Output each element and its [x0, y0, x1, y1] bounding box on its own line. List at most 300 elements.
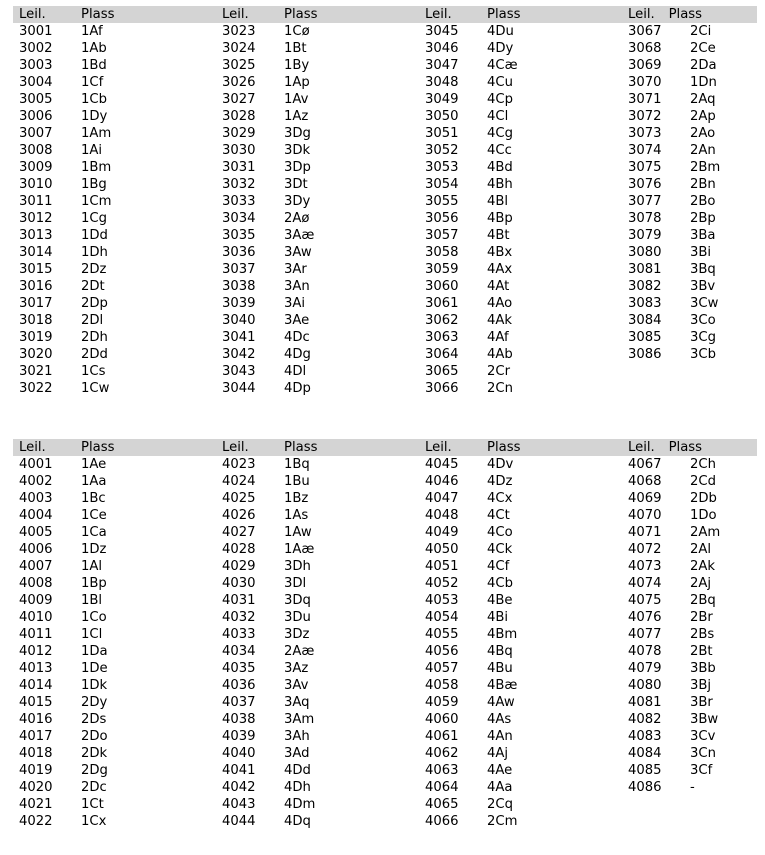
table-row — [13, 329, 216, 346]
plass-cell: 3Dq — [284, 593, 311, 608]
table-row — [13, 796, 216, 813]
leil-cell: 4072 — [628, 542, 662, 557]
plass-cell: 3Cv — [690, 729, 716, 744]
leil-cell: 3043 — [222, 364, 256, 379]
plass-cell: 4Bi — [487, 610, 509, 625]
leil-cell: 3012 — [19, 211, 53, 226]
leil-cell: 4020 — [19, 780, 53, 795]
leil-cell: 3050 — [425, 109, 459, 124]
leil-cell: 3029 — [222, 126, 256, 141]
plass-cell: 2Cr — [487, 364, 511, 379]
leil-cell: 3047 — [425, 58, 459, 73]
table-row — [13, 312, 216, 329]
leil-cell: 4003 — [19, 491, 53, 506]
plass-cell: 3Dg — [284, 126, 311, 141]
plass-cell: 4Ak — [487, 313, 513, 328]
leil-cell: 3030 — [222, 143, 256, 158]
leil-cell: 3049 — [425, 92, 459, 107]
table-row — [622, 227, 757, 244]
plass-cell: 4Dp — [284, 381, 311, 396]
plass-cell: 3Cf — [690, 763, 713, 778]
plass-cell: 1Cf — [81, 75, 104, 90]
leil-cell: 3074 — [628, 143, 662, 158]
leil-cell: 3076 — [628, 177, 662, 192]
plass-cell: 2Ce — [690, 41, 716, 56]
table-row — [419, 142, 622, 159]
table-row — [216, 40, 419, 57]
table-row — [216, 524, 419, 541]
leil-cell: 4081 — [628, 695, 662, 710]
table-row — [216, 779, 419, 796]
table-row — [419, 227, 622, 244]
table-row — [419, 473, 622, 490]
table-row — [622, 490, 757, 507]
table-row — [13, 244, 216, 261]
leil-cell: 4025 — [222, 491, 256, 506]
leil-cell: 3020 — [19, 347, 53, 362]
table-row — [216, 380, 419, 397]
table-row — [419, 813, 622, 830]
leil-cell: 3054 — [425, 177, 459, 192]
plass-cell: 1Aw — [284, 525, 312, 540]
plass-cell: 2Dd — [81, 347, 108, 362]
header-plass: Plass — [284, 440, 318, 455]
table-row — [13, 142, 216, 159]
plass-cell: 2Dg — [81, 763, 108, 778]
table-row — [13, 745, 216, 762]
plass-cell: 4Co — [487, 525, 513, 540]
leil-cell: 4059 — [425, 695, 459, 710]
plass-cell: 4Dl — [284, 364, 307, 379]
leil-cell: 3035 — [222, 228, 256, 243]
plass-cell: 1Am — [81, 126, 112, 141]
header-plass: Plass — [487, 440, 521, 455]
table-row — [216, 193, 419, 210]
table-row — [13, 677, 216, 694]
plass-cell: 2Ds — [81, 712, 107, 727]
leil-cell: 4009 — [19, 593, 53, 608]
leil-cell: 4004 — [19, 508, 53, 523]
plass-cell: 1Bz — [284, 491, 309, 506]
leil-cell: 3014 — [19, 245, 53, 260]
plass-cell: 4Cp — [487, 92, 513, 107]
plass-cell: 3Dy — [284, 194, 311, 209]
plass-cell: 4Cæ — [487, 58, 518, 73]
leil-cell: 4012 — [19, 644, 53, 659]
table-columns — [13, 23, 757, 397]
table-row — [622, 541, 757, 558]
table-row — [622, 609, 757, 626]
plass-cell: 1Bl — [81, 593, 103, 608]
table-row — [216, 575, 419, 592]
plass-cell: 1Bm — [81, 160, 112, 175]
plass-cell: 3Dl — [284, 576, 307, 591]
plass-cell: 2Bs — [690, 627, 715, 642]
leil-cell: 3021 — [19, 364, 53, 379]
leil-cell: 3016 — [19, 279, 53, 294]
plass-cell: 2Bq — [690, 593, 716, 608]
leil-cell: 4039 — [222, 729, 256, 744]
header-plass: Plass — [81, 440, 115, 455]
table-column — [419, 456, 622, 830]
plass-cell: 3Bv — [690, 279, 716, 294]
table-row — [622, 295, 757, 312]
table-row — [622, 159, 757, 176]
table-row — [622, 91, 757, 108]
leil-cell: 4046 — [425, 474, 459, 489]
leil-cell: 3064 — [425, 347, 459, 362]
leil-cell: 3041 — [222, 330, 256, 345]
leil-cell: 4068 — [628, 474, 662, 489]
plass-cell: 2Al — [690, 542, 712, 557]
table-row — [419, 57, 622, 74]
table-row — [13, 694, 216, 711]
table-row — [419, 312, 622, 329]
table-row — [622, 524, 757, 541]
table-row — [622, 176, 757, 193]
plass-cell: 2Dy — [81, 695, 108, 710]
header-leil: Leil. — [19, 440, 46, 455]
leil-cell: 3036 — [222, 245, 256, 260]
plass-cell: 3Am — [284, 712, 315, 727]
plass-cell: 1De — [81, 661, 108, 676]
plass-cell: 2Cq — [487, 797, 513, 812]
leil-cell: 4014 — [19, 678, 53, 693]
leil-cell: 4085 — [628, 763, 662, 778]
plass-cell: 2Aø — [284, 211, 310, 226]
leil-cell: 3070 — [628, 75, 662, 90]
leil-cell: 4062 — [425, 746, 459, 761]
plass-cell: 1Av — [284, 92, 309, 107]
table-row — [13, 227, 216, 244]
leil-cell: 4032 — [222, 610, 256, 625]
table-column — [622, 23, 757, 397]
table-row — [13, 108, 216, 125]
table-row — [13, 524, 216, 541]
plass-cell: 1Cx — [81, 814, 107, 829]
leil-cell: 3022 — [19, 381, 53, 396]
leil-cell: 4067 — [628, 457, 662, 472]
leil-cell: 3055 — [425, 194, 459, 209]
plass-cell: 3Co — [690, 313, 716, 328]
leil-cell: 3019 — [19, 330, 53, 345]
plass-cell: 2Dt — [81, 279, 105, 294]
leil-cell: 3053 — [425, 160, 459, 175]
plass-cell: 2Br — [690, 610, 713, 625]
plass-cell: 4Aj — [487, 746, 509, 761]
table-row — [419, 694, 622, 711]
plass-cell: 4Af — [487, 330, 509, 345]
table-column — [419, 23, 622, 397]
plass-cell: 1Dh — [81, 245, 108, 260]
leil-cell: 3048 — [425, 75, 459, 90]
table-row — [419, 74, 622, 91]
plass-cell: 4Dv — [487, 457, 514, 472]
plass-cell: 1Ce — [81, 508, 107, 523]
plass-cell: 3Cw — [690, 296, 719, 311]
plass-cell: 2Ao — [690, 126, 716, 141]
plass-cell: 1Ca — [81, 525, 107, 540]
plass-cell: 2Dk — [81, 746, 108, 761]
table-row — [216, 592, 419, 609]
table-row — [419, 490, 622, 507]
plass-cell: 3Br — [690, 695, 713, 710]
table-row — [13, 779, 216, 796]
table-row — [419, 363, 622, 380]
table-row — [13, 728, 216, 745]
leil-cell: 4008 — [19, 576, 53, 591]
table-row — [13, 91, 216, 108]
plass-cell: 2Cd — [690, 474, 716, 489]
leil-cell: 3082 — [628, 279, 662, 294]
table-block-3000 — [13, 6, 757, 397]
plass-cell: 1Cm — [81, 194, 112, 209]
plass-cell: 1Aæ — [284, 542, 315, 557]
table-column — [216, 23, 419, 397]
leil-cell: 3059 — [425, 262, 459, 277]
plass-cell: 4Ct — [487, 508, 510, 523]
plass-cell: 1Af — [81, 24, 103, 39]
table-row — [419, 643, 622, 660]
table-row — [622, 193, 757, 210]
leil-cell: 3042 — [222, 347, 256, 362]
plass-cell: 4Bt — [487, 228, 510, 243]
plass-cell: 1Az — [284, 109, 309, 124]
plass-cell: 2Dc — [81, 780, 107, 795]
leil-cell: 3033 — [222, 194, 256, 209]
leil-cell: 4007 — [19, 559, 53, 574]
leil-cell: 4063 — [425, 763, 459, 778]
table-row — [419, 507, 622, 524]
table-row — [419, 193, 622, 210]
plass-cell: 4Bl — [487, 194, 509, 209]
table-row — [622, 728, 757, 745]
plass-cell: 1Dy — [81, 109, 108, 124]
table-row — [419, 609, 622, 626]
table-row — [13, 456, 216, 473]
plass-cell: 3Dp — [284, 160, 311, 175]
leil-cell: 4013 — [19, 661, 53, 676]
table-row — [13, 626, 216, 643]
plass-cell: 4Cu — [487, 75, 513, 90]
table-row — [13, 159, 216, 176]
plass-cell: 2Ci — [690, 24, 712, 39]
header-plass: Plass — [487, 7, 521, 22]
plass-cell: 3Ae — [284, 313, 310, 328]
plass-cell: 1Ap — [284, 75, 310, 90]
plass-cell: 4At — [487, 279, 510, 294]
plass-cell: 1As — [284, 508, 309, 523]
plass-cell: 3Cn — [690, 746, 716, 761]
table-row — [13, 473, 216, 490]
leil-cell: 3034 — [222, 211, 256, 226]
table-row — [13, 813, 216, 830]
leil-cell: 4053 — [425, 593, 459, 608]
plass-cell: 1Dz — [81, 542, 107, 557]
table-row — [622, 592, 757, 609]
table-row — [13, 40, 216, 57]
table-row — [13, 380, 216, 397]
leil-cell: 4002 — [19, 474, 53, 489]
plass-cell: 2Ak — [690, 559, 716, 574]
leil-cell: 3010 — [19, 177, 53, 192]
leil-cell: 4065 — [425, 797, 459, 812]
table-row — [13, 643, 216, 660]
table-row — [216, 745, 419, 762]
table-row — [13, 575, 216, 592]
plass-cell: 2Bm — [690, 160, 721, 175]
leil-cell: 3028 — [222, 109, 256, 124]
table-row — [13, 210, 216, 227]
table-row — [419, 91, 622, 108]
leil-cell: 4070 — [628, 508, 662, 523]
plass-cell: 2Cn — [487, 381, 513, 396]
leil-cell: 4037 — [222, 695, 256, 710]
plass-cell: 2Aj — [690, 576, 712, 591]
leil-cell: 4080 — [628, 678, 662, 693]
plass-cell: 1Bq — [284, 457, 310, 472]
leil-cell: 4049 — [425, 525, 459, 540]
leil-cell: 3071 — [628, 92, 662, 107]
header-plass: Plass — [668, 440, 703, 455]
leil-cell: 3038 — [222, 279, 256, 294]
table-row — [216, 626, 419, 643]
plass-cell: 2Dz — [81, 262, 107, 277]
leil-cell: 4038 — [222, 712, 256, 727]
table-column — [622, 456, 757, 830]
plass-cell: 1Aa — [81, 474, 107, 489]
table-row — [419, 295, 622, 312]
plass-cell: 4Cc — [487, 143, 512, 158]
leil-cell: 3069 — [628, 58, 662, 73]
plass-cell: 3Du — [284, 610, 311, 625]
plass-cell: 3Ba — [690, 228, 716, 243]
leil-cell: 4071 — [628, 525, 662, 540]
plass-cell: 4Du — [487, 24, 514, 39]
leil-cell: 4057 — [425, 661, 459, 676]
leil-cell: 3056 — [425, 211, 459, 226]
header-leil: Leil. — [222, 440, 249, 455]
leil-cell: 3006 — [19, 109, 53, 124]
plass-cell: 4Cb — [487, 576, 513, 591]
table-row — [622, 261, 757, 278]
plass-cell: 1Bg — [81, 177, 107, 192]
table-row — [216, 23, 419, 40]
leil-cell: 3073 — [628, 126, 662, 141]
table-row — [419, 40, 622, 57]
table-column — [13, 23, 216, 397]
plass-cell: 4Bq — [487, 644, 513, 659]
table-row — [419, 745, 622, 762]
plass-cell: 1Ae — [81, 457, 107, 472]
plass-cell: 2Da — [690, 58, 717, 73]
plass-cell: 1Bc — [81, 491, 106, 506]
table-row — [622, 677, 757, 694]
table-row — [216, 507, 419, 524]
table-row — [419, 261, 622, 278]
table-row — [622, 745, 757, 762]
plass-cell: 4Cx — [487, 491, 513, 506]
leil-cell: 4034 — [222, 644, 256, 659]
table-row — [419, 125, 622, 142]
table-row — [216, 541, 419, 558]
table-row — [216, 329, 419, 346]
table-row — [216, 295, 419, 312]
plass-cell: 4Dh — [284, 780, 311, 795]
leil-cell: 4047 — [425, 491, 459, 506]
leil-cell: 3063 — [425, 330, 459, 345]
plass-cell: 1Cw — [81, 381, 110, 396]
table-row — [419, 524, 622, 541]
table-row — [419, 456, 622, 473]
table-row — [216, 490, 419, 507]
leil-cell: 3052 — [425, 143, 459, 158]
header-plass: Plass — [81, 7, 115, 22]
leil-cell: 3080 — [628, 245, 662, 260]
leil-cell: 4078 — [628, 644, 662, 659]
plass-cell: 4Cg — [487, 126, 513, 141]
table-row — [216, 312, 419, 329]
table-column — [13, 456, 216, 830]
table-row — [419, 23, 622, 40]
table-column — [216, 456, 419, 830]
plass-cell: 1Cb — [81, 92, 107, 107]
table-row — [419, 779, 622, 796]
plass-cell: 3Dk — [284, 143, 311, 158]
plass-cell: 1Cg — [81, 211, 107, 226]
leil-cell: 3039 — [222, 296, 256, 311]
table-row — [216, 694, 419, 711]
plass-cell: 4Ck — [487, 542, 513, 557]
plass-cell: 3Dt — [284, 177, 308, 192]
table-row — [419, 762, 622, 779]
leil-cell: 4011 — [19, 627, 53, 642]
leil-cell: 4028 — [222, 542, 256, 557]
table-row — [216, 125, 419, 142]
leil-cell: 3079 — [628, 228, 662, 243]
leil-cell: 4035 — [222, 661, 256, 676]
table-row — [622, 57, 757, 74]
leil-cell: 4036 — [222, 678, 256, 693]
table-row — [622, 762, 757, 779]
leil-cell: 3031 — [222, 160, 256, 175]
leil-cell: 3085 — [628, 330, 662, 345]
table-row — [622, 108, 757, 125]
leil-cell: 4045 — [425, 457, 459, 472]
table-row — [419, 278, 622, 295]
table-row — [419, 380, 622, 397]
leil-cell: 3068 — [628, 41, 662, 56]
plass-cell: 2An — [690, 143, 716, 158]
leil-cell: 4017 — [19, 729, 53, 744]
table-header — [13, 6, 757, 23]
leil-cell: 4005 — [19, 525, 53, 540]
plass-cell: 3Bq — [690, 262, 716, 277]
plass-cell: 4Cf — [487, 559, 510, 574]
table-row — [622, 74, 757, 91]
table-row — [13, 660, 216, 677]
plass-cell: 3Ai — [284, 296, 306, 311]
leil-cell: 4006 — [19, 542, 53, 557]
plass-cell: 4Bx — [487, 245, 513, 260]
plass-cell: 4Bd — [487, 160, 513, 175]
plass-cell: 4As — [487, 712, 512, 727]
leil-cell: 4018 — [19, 746, 53, 761]
table-row — [419, 660, 622, 677]
leil-cell: 3037 — [222, 262, 256, 277]
plass-cell: 3Bj — [690, 678, 712, 693]
table-row — [216, 813, 419, 830]
